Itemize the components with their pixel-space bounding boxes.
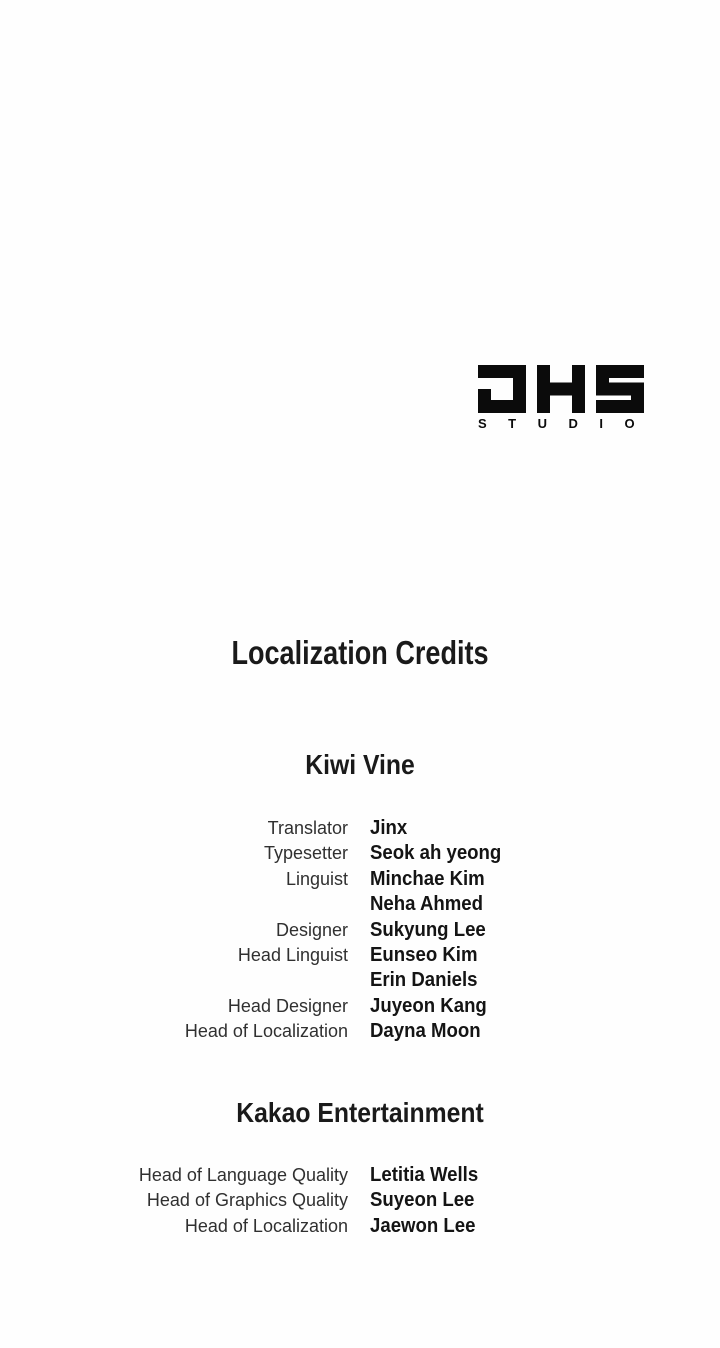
credit-name: Suyeon Lee (370, 1189, 475, 1212)
role-label: Head of Graphics Quality (146, 1190, 348, 1211)
section-title-kakao-entertainment: Kakao Entertainment (236, 1097, 484, 1128)
credit-name: Minchae Kim (370, 867, 485, 890)
role-label: Designer (275, 919, 348, 940)
credit-row (0, 1019, 720, 1044)
credit-name: Seok ah yeong (370, 842, 502, 865)
names-cell (370, 1188, 474, 1213)
credit-name: Sukyung Lee (370, 918, 486, 941)
jhs-logo-mark (478, 365, 644, 413)
role-label: Head of Localization (184, 1215, 348, 1236)
credit-row (0, 943, 720, 994)
credit-name: Jaewon Lee (370, 1214, 476, 1237)
role-label: Head Designer (227, 995, 348, 1016)
credit-row (0, 867, 720, 918)
role-label: Head of Language Quality (138, 1165, 348, 1185)
credit-row (0, 816, 720, 841)
credit-name: Jinx (370, 817, 408, 839)
section-title-kiwi-vine: Kiwi Vine (305, 749, 415, 780)
credit-row (0, 841, 720, 866)
credits-list-kakao-entertainment (0, 1163, 720, 1239)
names-cell (370, 816, 407, 841)
credit-row (0, 1188, 720, 1213)
credit-name: Erin Daniels (370, 969, 478, 992)
credit-row (0, 994, 720, 1019)
credit-name: Eunseo Kim (370, 944, 478, 967)
names-cell (370, 918, 486, 943)
jhs-studio-logo (478, 365, 657, 431)
names-cell (370, 841, 501, 866)
credit-row (0, 1214, 720, 1239)
names-cell (370, 943, 478, 994)
credit-name: Letitia Wells (370, 1164, 479, 1186)
role-label: Linguist (285, 868, 348, 889)
role-label: Typesetter (263, 843, 348, 864)
role-label: Head Linguist (237, 945, 348, 966)
credit-row (0, 918, 720, 943)
page-title: Localization Credits (231, 634, 489, 671)
role-label: Translator (267, 818, 348, 838)
names-cell (370, 1019, 481, 1044)
names-cell (370, 867, 485, 918)
role-label: Head of Localization (184, 1021, 348, 1042)
credit-name: Neha Ahmed (370, 893, 484, 916)
credit-row (0, 1163, 720, 1188)
logo-studio-text: STUDIO (478, 416, 657, 431)
credits-list-kiwi-vine (0, 816, 720, 1045)
names-cell (370, 994, 487, 1019)
credit-name: Juyeon Kang (370, 994, 487, 1017)
names-cell (370, 1163, 478, 1188)
names-cell (370, 1214, 475, 1239)
credit-name: Dayna Moon (370, 1020, 481, 1043)
